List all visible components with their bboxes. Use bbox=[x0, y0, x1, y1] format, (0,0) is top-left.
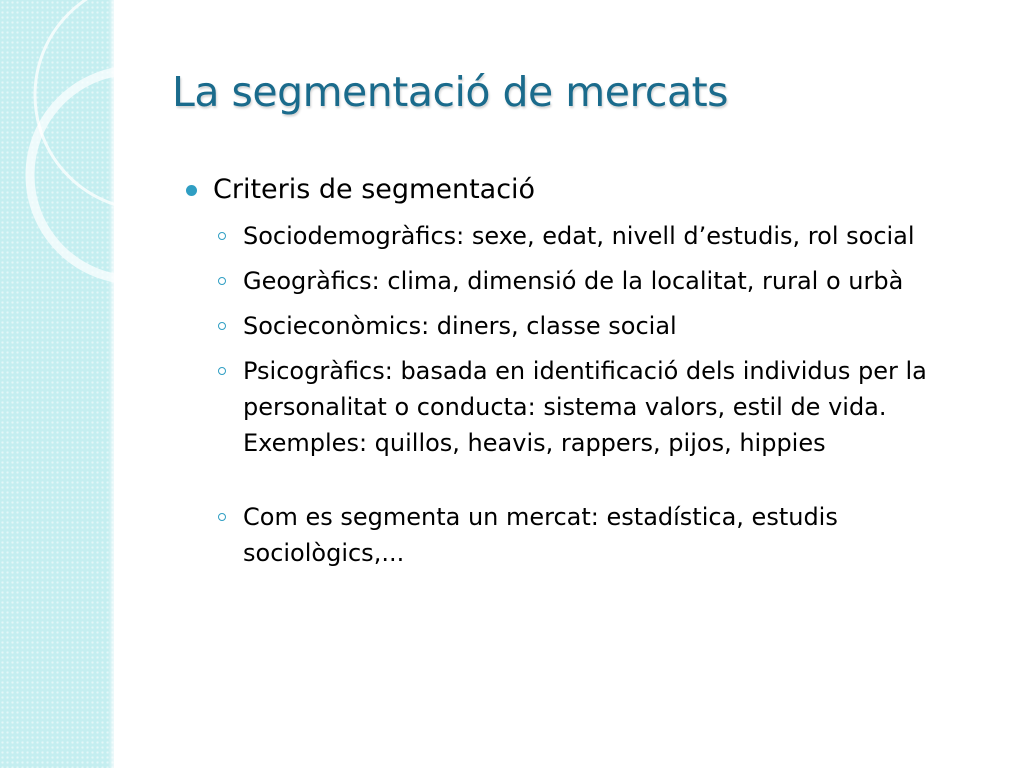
ring-bullet-icon bbox=[218, 322, 226, 330]
sub-bullet-item bbox=[186, 308, 996, 344]
sub-bullet-text: Com es segmenta un mercat: estadística, estudis sociològics,... bbox=[243, 503, 838, 567]
ring-bullet-icon bbox=[218, 232, 226, 240]
bullet-main-text: Criteris de segmentació bbox=[213, 174, 536, 205]
sub-bullet-text: Psicogràfics: basada en identificació dels individus per la personalitat o conducta: sistema valors, estil de vida. Exemples: quillos, heavis, rappers, pijos, hippies bbox=[243, 357, 927, 457]
ring-bullet-icon bbox=[218, 277, 226, 285]
sub-bullet-item bbox=[186, 499, 996, 571]
ring-bullet-icon bbox=[218, 367, 226, 375]
sub-bullet-item bbox=[186, 218, 996, 254]
sub-bullet-text: Sociodemogràfics: sexe, edat, nivell d’estudis, rol social bbox=[243, 222, 915, 250]
side-band-edge bbox=[108, 0, 114, 768]
slide-content bbox=[186, 172, 996, 580]
ring-bullet-icon bbox=[218, 513, 226, 521]
bullet-main bbox=[186, 172, 996, 208]
sub-bullet-text: Socieconòmics: diners, classe social bbox=[243, 312, 677, 340]
sub-bullet-item bbox=[186, 263, 996, 299]
sub-bullet-item bbox=[186, 353, 996, 461]
sub-bullet-text: Geogràfics: clima, dimensió de la localitat, rural o urbà bbox=[243, 267, 904, 295]
slide-title: La segmentació de mercats bbox=[172, 68, 729, 116]
filled-bullet-icon bbox=[186, 185, 197, 196]
ring-decoration bbox=[0, 0, 114, 768]
